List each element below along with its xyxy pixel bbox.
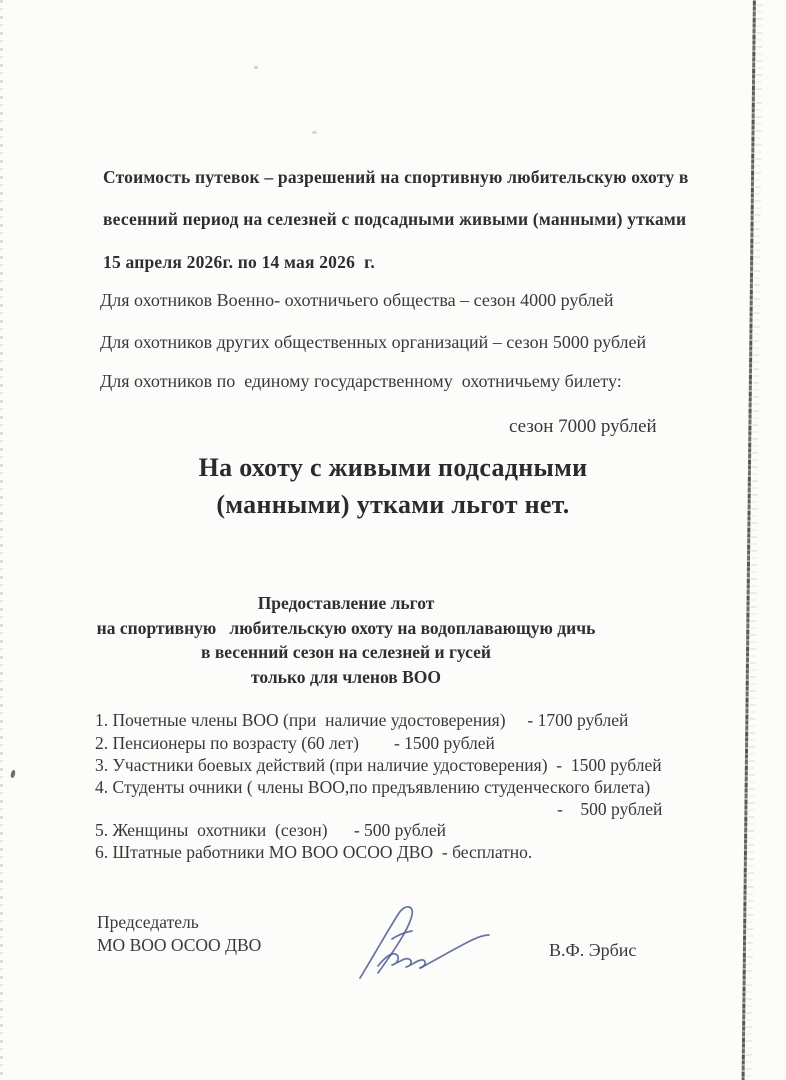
ink-speck [10, 770, 16, 779]
intro-line-3: 15 апреля 2026г. по 14 мая 2026 г. [103, 252, 375, 272]
signatory-name: В.Ф. Эрбис [549, 940, 637, 960]
signatory-organization: МО ВОО ОСОО ДВО [97, 935, 262, 955]
season-price: сезон 7000 рублей [509, 416, 657, 437]
paper-smudge-1 [254, 66, 258, 69]
benefit-item-4-price: - 500 рублей [557, 799, 663, 819]
notice-heading-line-1: На охоту с живыми подсадными [198, 453, 588, 482]
left-scan-edge-artifact [0, 0, 3, 1080]
price-line-state-license: Для охотников по единому государственному охотничьему билету: [100, 371, 622, 391]
notice-heading [0, 449, 786, 523]
benefit-item-2: 2. Пенсионеры по возрасту (60 лет) - 1500 рублей [95, 733, 495, 753]
price-line-other-orgs: Для охотников других общественных организаций – сезон 5000 рублей [100, 332, 647, 352]
notice-heading-line-2: (манными) утками льгот нет. [216, 490, 570, 519]
benefit-item-6: 6. Штатные работники МО ВОО ОСОО ДВО - бесплатно. [95, 842, 533, 862]
benefit-item-5: 5. Женщины охотники (сезон) - 500 рублей [95, 820, 447, 840]
benefits-heading-line-2: на спортивную любительскую охоту на водоплавающую дичь [96, 617, 596, 638]
benefits-heading-line-3: в весенний сезон на селезней и гусей [201, 642, 491, 662]
intro-line-1: Стоимость путевок – разрешений на спортивную любительскую охоту в [103, 167, 689, 187]
benefits-heading-line-4: только для членов ВОО [250, 666, 442, 687]
benefit-item-3: 3. Участники боевых действий (при наличие удостоверения) - 1500 рублей [95, 755, 662, 775]
benefits-heading [40, 591, 652, 689]
price-line-voo: Для охотников Военно- охотничьего общества – сезон 4000 рублей [100, 290, 614, 310]
signatory-title: Председатель [97, 912, 199, 932]
benefit-item-1: 1. Почетные члены ВОО (при наличие удостоверения) - 1700 рублей [95, 710, 629, 730]
intro-line-2: весенний период на селезней с подсадными живыми (манными) утками [103, 209, 687, 229]
benefits-heading-line-1: Предоставление льгот [257, 593, 435, 613]
handwritten-signature [332, 894, 512, 984]
paper-smudge-2 [312, 131, 317, 134]
benefit-item-4: 4. Студенты очники ( члены ВОО,по предъявлению студенческого билета) [95, 777, 651, 797]
